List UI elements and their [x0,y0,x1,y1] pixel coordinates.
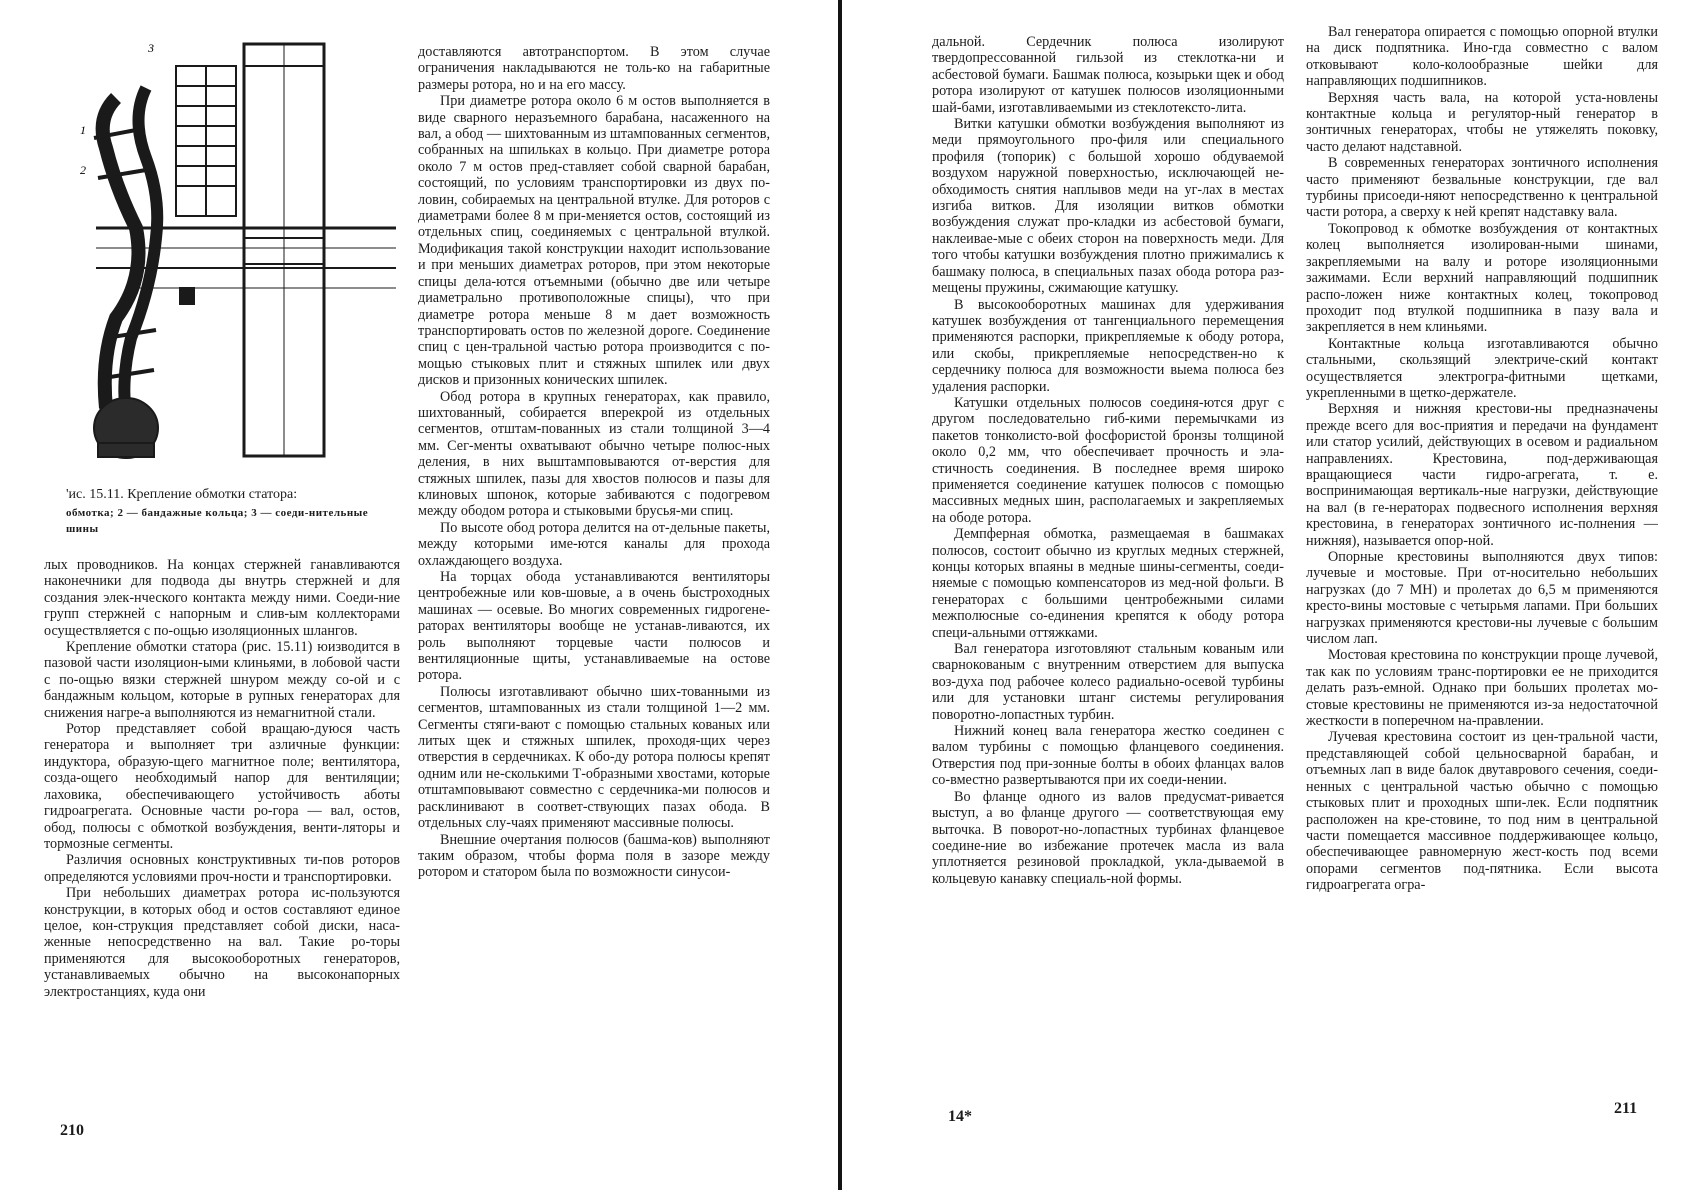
text-column-2 [418,44,770,881]
paragraph: Контактные кольца изготавливаются обычно стальными, скользящий электриче-ский контакт осуществляется электрогра-фитными щетками, укрепленными в щетко-держателе. [1306,335,1658,401]
paragraph: В современных генераторах зонтичного исполнения часто применяют безвальные конструкции, где вал турбины присоеди-няют непосредственно к центральной части ротора, а сверху к ней крепят надставку вала. [1306,155,1658,221]
stator-winding-drawing [76,38,398,478]
left-page [0,0,838,1190]
paragraph: Во фланце одного из валов предусмат-ривается выступ, а во фланце другого — соответствующая ему выточка. В поворот-но-лопастных турбинах фланцевое соедине-ние во избежание протечек масла из вала уплотняется резиновой прокладкой, укла-дываемой в кольцевую канавку специаль-ной формы. [932,788,1284,887]
callout-1: 1 [80,123,86,137]
paragraph: Вал генератора опирается с помощью опорной втулки на диск подпятника. Ино-гда совместно с валом отковывают коло-колообразные шейки для направляющих подшипников. [1306,24,1658,90]
callout-3: 3 [148,41,154,55]
paragraph: Вал генератора изготовляют стальным кованым или сварнокованым с внутренним отверстием для выпуска воз-духа под рабочее колесо радиально-осевой турбины или для установки штанг системы регулирования поворотно-лопастных турбин. [932,641,1284,723]
paragraph: Внешние очертания полюсов (башма-ков) выполняют таким образом, чтобы форма поля в зазоре между ротором и статором была по возможности синусои- [418,831,770,881]
page-number-right: 211 [1614,1100,1638,1117]
paragraph: Демпферная обмотка, размещаемая в башмаках полюсов, состоит обычно из круглых медных стержней, концы которых впаяны в медные шины-сегменты, соеди-няемые с помощью компенсаторов из мед-ной фольги. В генераторах с большими центробежными силами межполюсные со-единения крепятся к ободу ротора специ-альными оттяжками. [932,526,1284,641]
paragraph: Полюсы изготавливают обычно ших-тованными из сегментов, штампованных из стали толщиной 1—2 мм. Сегменты стяги-вают с помощью стальных кованых или литых щек и стяжных шпилек, проходя-щих через отверстия в сердечниках. К обо-ду ротора полюсы крепят одним или не-сколькими Т-образными хвостами, которые отштамповывают совместно с сердечника-ми полюсов и расклинивают в соответ-ствующих пазах обода. В отдельных слу-чаях применяют массивные полюсы. [418,683,770,832]
page-number-left: 210 [60,1122,84,1139]
paragraph: На торцах обода устанавливаются вентиляторы центробежные или ков-шовые, а в очень быстроходных машинах — осевые. Во многих современных гидрогене-раторах вентиляторы вообще не устанав-ливаются, их роль выполняют торцевые части полюсов и вентиляционные щиты, устанавливаемые на остове ротора. [418,569,770,684]
paragraph: Верхняя часть вала, на которой уста-новлены контактные кольца и регулятор-ный генератор в зонтичных генераторах, чтобы не утяжелять поковку, часто делают надставной. [1306,89,1658,155]
paragraph: доставляются автотранспортом. В этом случае ограничения накладываются не толь-ко на габаритные размеры ротора, но и на его массу. [418,44,770,93]
paragraph: По высоте обод ротора делится на от-дельные пакеты, между которыми име-ются каналы для прохода охлаждающего воздуха. [418,519,770,569]
paragraph: Опорные крестовины выполняются двух типов: лучевые и мостовые. При от-носительно небольших нагрузках (до 7 МН) и пролетах до 6,5 м применяются кресто-вины мостовые с четырьмя лапами. При больших нагрузках применяются крестови-ны лучевые с большим числом лап. [1306,549,1658,648]
paragraph: Верхняя и нижняя крестови-ны предназначены прежде всего для вос-приятия и передачи на фундамент или статор усилий, действующих в осевом и радиальном направлениях. Крестовина, под-держивающая вращающиеся части гидро-агрегата, т. е. воспринимающая вертикаль-ные нагрузки, действующие на вал (в ге-нераторах подвесного исполнения верхняя крестовина, в генераторах зонтичного ис-полнения — нижняя), называется опор-ной. [1306,401,1658,549]
stator-winding-figure [76,38,398,478]
paragraph: Нижний конец вала генератора жестко соединен с валом турбины с помощью фланцевого соединения. Отверстия под при-зонные болты в обоих фланцах валов со-вместно развертываются при их соеди-нении. [932,723,1284,789]
paragraph: Лучевая крестовина состоит из цен-тральной части, представляющей собой цельносварной барабан, и отъемных лап в виде балок двутаврового сечения, соеди-ненных с центральной частью обычно с помощью стыковых плит и проходных шпи-лек. Если подпятник расположен на кре-стовине, то под ним в центральной части помещается массивное поддерживающее кольцо, обеспечивающее равномерную жест-кость под всеми опорами сегментов под-пятника. Если высота гидроагрегата огра- [1306,729,1658,894]
figure-caption [66,487,398,537]
paragraph: При диаметре ротора около 6 м остов выполняется в виде сварного неразъемного барабана, насаженного на вал, а обод — шихтованным из штампованных сегментов, собранных на шпильках в кольцо. При диаметре ротора около 7 м остов пред-ставляет собой сварной барабан, состоящий, по условиям транспортировки из двух по-ловин, собираемых на центральной втулке. Для роторов с диаметрами более 8 м при-меняется остов, состоящий из отдельных спиц, соединяемых с центральной втулкой. Модификация такой конструкции находит использование и при меньших диаметрах роторов, при этом некоторые спицы дела-ются отъемными (обычно две или четыре диаметрально противоположные спицы), что при диаметре ротора меньше 8 м дает возможность транспортировать остов по железной дороге. Соединение спиц с цен-тральной частью ротора производится с по-мощью стыковых плит и стяжных шпилек или двух дисков и призонных конических шпилек. [418,93,770,389]
paragraph: Обод ротора в крупных генераторах, как правило, шихтованный, собирается вперекрой из отдельных сегментов, отштам-пованных из стали толщиной 3—4 мм. Сег-менты охватывают обычно четыре полюс-ных деления, в них выштамповываются от-верстия для стяжных шпилек, пазы для хвостов полюсов и пазы для клиновых шпонок, которые забиваются с подогревом между ободом ротора и стыковыми брусья-ми спиц. [418,388,770,520]
paragraph: Токопровод к обмотке возбуждения от контактных колец выполняется изолирован-ными шинами, закрепляемыми на валу и роторе изоляционными зажимами. Если верхний направляющий подшипник распо-ложен ниже контактных колец, токопровод проходит под втулкой подшипника в пазу вала и закрепляется в нем клиньями. [1306,220,1658,336]
paragraph: При небольших диаметрах ротора ис-пользуются конструкции, в которых обод и остов составляют единое целое, кон-струкция представляет собой диски, наса-женные непосредственно на вал. Такие ро-торы применяются для высокооборотных генераторов, устанавливаемых обычно на высоконапорных электростанциях, куда они [44,885,400,1000]
callout-2: 2 [80,163,86,177]
paragraph: Мостовая крестовина по конструкции проще лучевой, так как по условиям транс-портировки ее не приходится делать разъ-емной. Однако при больших пролетах мо-стовые крестовины не применяются из-за недостаточной жесткости в поперечном на-правлении. [1306,647,1658,730]
paragraph: Катушки отдельных полюсов соединя-ются друг с другом последовательно гиб-кими перемычками из пакетов тонколисто-вой фосфористой бронзы толщиной около 0,2 мм, что обеспечивает прочность и эла-стичность соединения. В последнее время широко применяется соединение катушек полюсов с помощью массивных медных шин, располагаемых и закрепляемых на ободе ротора. [932,394,1284,526]
paragraph: дальной. Сердечник полюса изолируют твердопрессованной гильзой из стеклотка-ни и асбестовой бумаги. Башмак полюса, козырьки щек и обод ротора изолируют от катушек полюсов изоляционными шай-бами, изготавливаемыми из стеклотексто-лита. [932,34,1284,116]
paragraph: В высокооборотных машинах для удерживания катушек возбуждения от тангенциального перемещения применяются распорки, прикрепляемые к ободу ротора, или скобы, прикрепляемые непосредствен-но к сердечнику полюса для возможности выема полюса без удаления распорки. [932,296,1284,395]
paragraph: Крепление обмотки статора (рис. 15.11) юизводится в пазовой части изоляцион-ыми клиньями, в лобовой части с по-ощью вязки стержней шнуром между со-ой и с бандажным кольцом, которые в рупных генераторах для снижения нагре-а выполняются из немагнитной стали. [44,639,400,721]
text-column-4 [1306,24,1658,894]
paragraph: Ротор представляет собой вращаю-дуюся часть генератора и выполняет три азличные функции: индуктора, образую-щего магнитное поле; вентилятора, созда-ощего необходимый напор для вентиляции; лаховика, обеспечивающего устойчивость аботы гидроагрегата. Основные части ро-гора — вал, остов, обод, полюсы с обмоткой возбуждения, венти-ляторы и тормозные сегменты. [44,721,400,852]
paragraph: лых проводников. На концах стержней ганавливаются наконечники для подвода ды внутрь стержней и для создания элек-нческого контакта между ними. Соеди-ние групп стержней с напорным и слив-ым коллекторами осуществляется с по-ощью изоляционных шлангов. [44,557,400,639]
figure-caption-legend: обмотка; 2 — бандажные кольца; 3 — соеди-нительные шины [66,507,369,535]
text-column-3 [932,34,1284,887]
figure-caption-title: 'ис. 15.11. Крепление обмотки статора: [66,487,298,502]
paragraph: Витки катушки обмотки возбуждения выполняют из меди прямоугольного про-филя или специального профиля (топорик) с большой хорошо обдуваемой воздухом наружной поверхностью, исключающей не-обходимость снятия наплывов меди на уг-лах в местах изгиба витков. Для изоляции витков обмотки возбуждения служат про-кладки из асбестовой бумаги, наклеивае-мые с обеих сторон на поверхность меди. Для того чтобы катушки возбуждения плотно прижимались к башмаку полюса, в специальных пазах обода ротора раз-мещены пружины, сжимающие катушку. [932,116,1284,297]
signature-mark: 14* [948,1108,972,1125]
right-page [842,0,1683,1190]
text-column-1 [44,557,400,1000]
paragraph: Различия основных конструктивных ти-пов роторов определяются условиями проч-ности и транспортировки. [44,852,400,885]
